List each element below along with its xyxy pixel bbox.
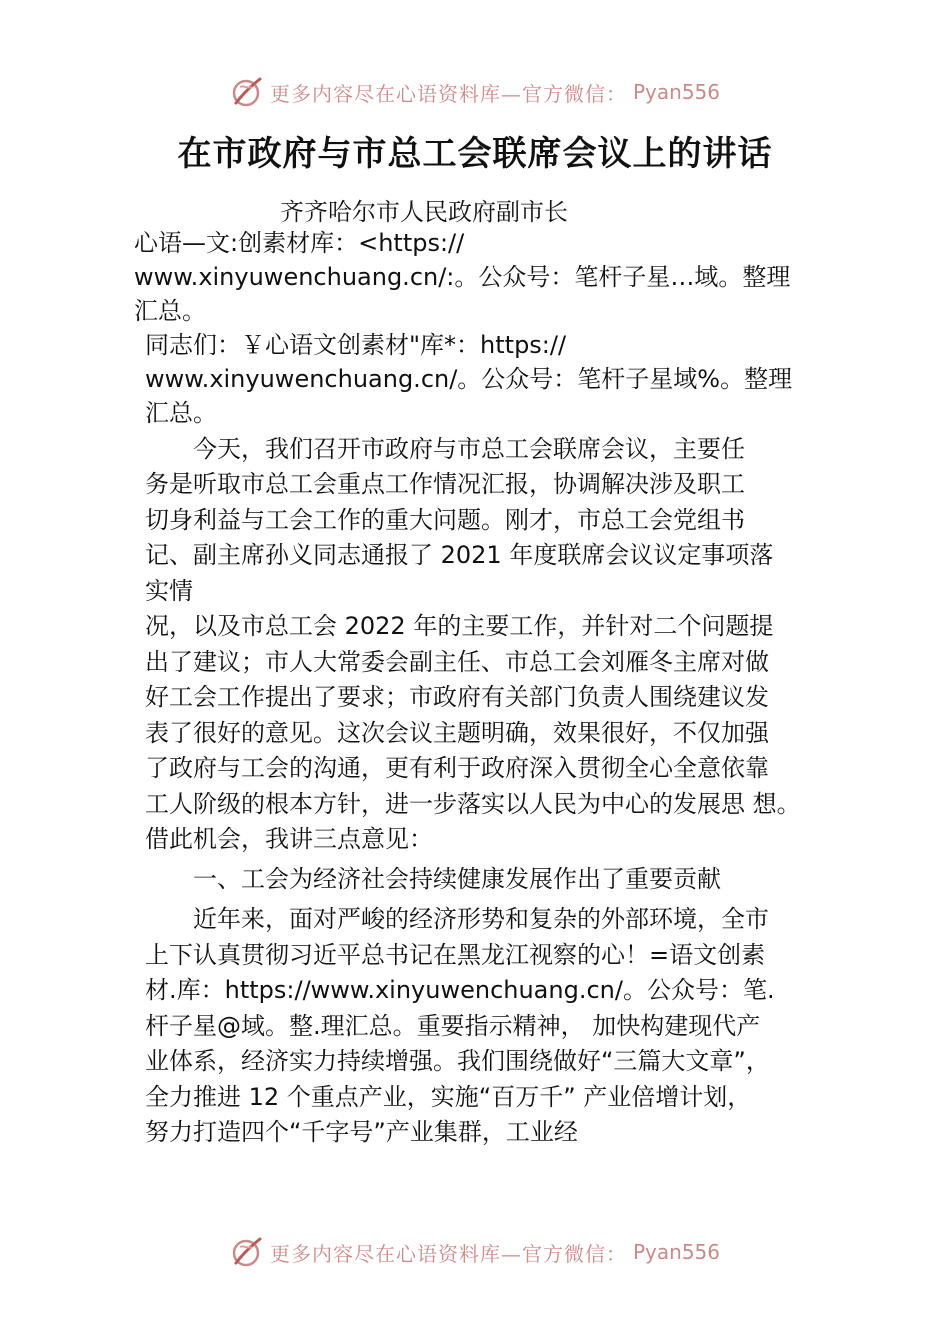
body-line: 实情 [145,577,193,605]
document-title: 在市政府与市总工会联席会议上的讲话 [177,134,773,174]
watermark-wechat-id: Pyan556 [632,80,720,104]
watermark-text: 更多内容尽在心语资料库—官方微信： [269,81,627,106]
document-author: 齐齐哈尔市人民政府副市长 [280,198,568,226]
watermark-wechat-id: Pyan556 [632,1240,720,1264]
body-line: 上下认真贯彻习近平总书记在黑龙江视察的心！=语文创素 [145,941,766,969]
body-line: 务是听取市总工会重点工作情况汇报，协调解决涉及职工 [145,470,745,498]
body-line: 记、副主席孙义同志通报了 2021 年度联席会议议定事项落 [145,541,774,569]
body-line: 出了建议；市人大常委会副主任、市总工会刘雁冬主席对做 [145,648,769,676]
body-line: 近年来，面对严峻的经济形势和复杂的外部环境，全市 [193,905,769,933]
body-line: 表了很好的意见。这次会议主题明确，效果很好，不仅加强 [145,719,769,747]
body-line: 心语—文:创素材库：<https:// [134,229,465,257]
body-line: 好工会工作提出了要求；市政府有关部门负责人围绕建议发 [145,683,769,711]
body-line: 今天，我们召开市政府与市总工会联席会议，主要任 [193,435,745,463]
watermark-banner-bottom [0,1232,950,1272]
body-line: 杆子星@域。整.理汇总。重要指示精神， 加快构建现代产 [145,1012,761,1040]
body-line: 努力打造四个“千字号”产业集群，工业经 [145,1118,578,1146]
watermark-banner-top [0,72,950,112]
body-line: 况，以及市总工会 2022 年的主要工作，并针对二个问题提 [145,612,774,640]
body-line: 工人阶级的根本方针，进一步落实以人民为中心的发展思 想。 [145,790,801,818]
brush-logo-icon [230,1235,264,1269]
body-line: 汇总。 [145,399,217,427]
body-line: www.xinyuwenchuang.cn/。公众号：笔杆子星域%。整理 [145,365,793,393]
body-line: 全力推进 12 个重点产业，实施“百万千” 产业倍增计划， [145,1083,752,1111]
body-line: 借此机会，我讲三点意见： [145,825,433,853]
brush-logo-icon [230,75,264,109]
body-line: 切身利益与工会工作的重大问题。刚才，市总工会党组书 [145,506,745,534]
body-line: 材.库：https://www.xinyuwenchuang.cn/。公众号：笔. [145,976,775,1004]
body-line: 同志们：￥心语文创素材"库*：https:// [145,331,567,359]
body-line: 汇总。 [134,297,206,325]
body-line: 业体系，经济实力持续增强。我们围绕做好“三篇大文章”， [145,1047,770,1075]
watermark-text: 更多内容尽在心语资料库—官方微信： [269,1241,627,1266]
section-heading: 一、工会为经济社会持续健康发展作出了重要贡献 [193,865,721,893]
body-line: 了政府与工会的沟通，更有利于政府深入贯彻全心全意依靠 [145,754,769,782]
body-line: www.xinyuwenchuang.cn/:。公众号：笔杆子星…域。整理 [134,263,791,291]
